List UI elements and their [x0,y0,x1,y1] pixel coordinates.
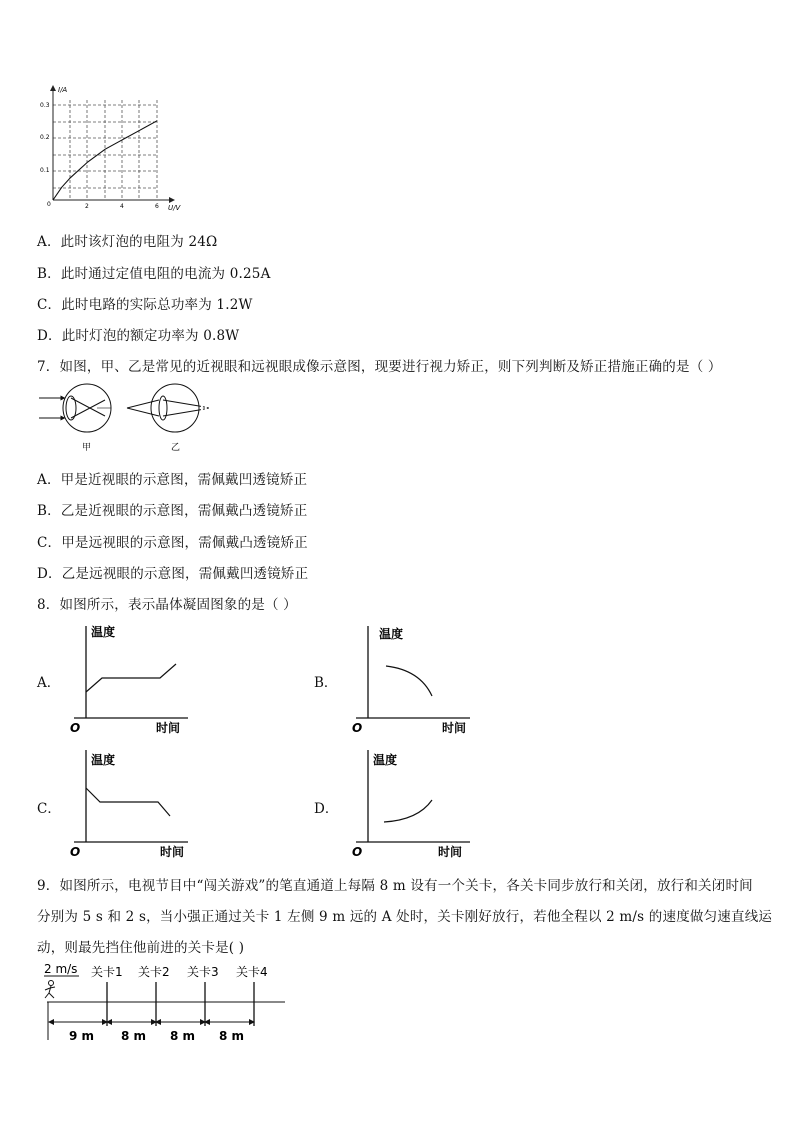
q8-letter-d[interactable]: D． [314,801,339,817]
q8-graph-a[interactable] [64,620,194,740]
q7-stem: 7．如图，甲、乙是常见的近视眼和远视眼成像示意图，现要进行视力矫正，则下列判断及矫正措施正确的是（ ） [37,359,722,375]
q8-graph-c[interactable] [64,744,194,864]
q7-option-c[interactable]: C．甲是远视眼的示意图，需佩戴凸透镜矫正 [37,535,308,551]
q8-stem: 8．如图所示，表示晶体凝固图象的是（ ） [37,597,297,613]
eye-yi [127,384,209,432]
q6-option-d[interactable]: D．此时灯泡的额定功率为 0.8W [37,328,240,344]
q8c-curve [86,788,170,816]
iu-xlabel: U/V [168,204,181,212]
iu-origin: 0 [47,201,51,208]
distance-label-3: 8 m [170,1029,196,1043]
distance-label-4: 8 m [219,1029,245,1043]
speed-label: 2 m/s [44,962,78,976]
gate-label-2: 关卡2 [138,965,170,979]
q9-stem-line3: 动，则最先挡住他前进的关卡是( ) [37,940,245,956]
distance-label-2: 8 m [121,1029,147,1043]
q8-letter-b[interactable]: B． [314,675,338,691]
q7-option-b[interactable]: B．乙是近视眼的示意图，需佩戴凸透镜矫正 [37,503,308,519]
q8b-ylabel: 温度 [379,627,404,641]
distance-label-1: 9 m [69,1029,95,1043]
iu-graph [30,82,190,214]
q8a-ylabel: 温度 [91,625,116,639]
q8-graph-d[interactable] [346,744,476,864]
q8a-origin: O [70,721,81,735]
q6-option-c[interactable]: C．此时电路的实际总功率为 1.2W [37,297,253,313]
iu-grid [53,100,157,200]
q9-stem-line2: 分别为 5 s 和 2 s，当小强正通过关卡 1 左侧 9 m 远的 A 处时，关卡刚好放行，若他全程以 2 m/s 的速度做匀速直线运 [37,909,773,925]
q8c-ylabel: 温度 [91,753,116,767]
iu-xtick: 4 [120,203,124,210]
q8d-curve [384,800,432,822]
label-jia: 甲 [82,443,92,453]
q8-letter-c[interactable]: C． [37,801,61,817]
q8b-curve [386,666,432,696]
q8b-origin: O [352,721,363,735]
q8c-origin: O [70,845,81,859]
eye-diagram [35,382,225,458]
runner-icon [45,981,55,999]
q8-letter-a[interactable]: A． [37,675,61,691]
q8c-xlabel: 时间 [160,845,185,859]
q7-option-d[interactable]: D．乙是远视眼的示意图，需佩戴凹透镜矫正 [37,566,309,582]
iu-xtick: 2 [85,203,89,210]
iu-ylabel: I/A [58,86,68,94]
q8-graph-b[interactable] [346,620,476,740]
gate-label-3: 关卡3 [187,965,219,979]
q8a-curve [86,664,176,692]
q8d-xlabel: 时间 [438,845,463,859]
gate-label-4: 关卡4 [236,965,268,979]
q6-option-b[interactable]: B．此时通过定值电阻的电流为 0.25A [37,266,271,282]
q6-option-a[interactable]: A．此时该灯泡的电阻为 24Ω [37,234,218,250]
q8b-xlabel: 时间 [442,721,467,735]
gate-label-1: 关卡1 [91,965,123,979]
label-yi: 乙 [171,443,181,453]
eye-jia [39,384,111,432]
q8d-ylabel: 温度 [373,753,398,767]
q8d-origin: O [352,845,363,859]
iu-xtick: 6 [155,203,159,210]
gate-diagram [35,960,295,1046]
q9-stem-line1: 9．如图所示，电视节目中“闯关游戏”的笔直通道上每隔 8 m 设有一个关卡，各关卡同步放行和关闭，放行和关闭时间 [37,878,753,894]
iu-ytick: 0.1 [40,167,50,174]
iu-ytick: 0.2 [40,134,50,141]
q7-option-a[interactable]: A．甲是近视眼的示意图，需佩戴凹透镜矫正 [37,472,308,488]
iu-ytick: 0.3 [40,102,50,109]
q8a-xlabel: 时间 [156,721,181,735]
